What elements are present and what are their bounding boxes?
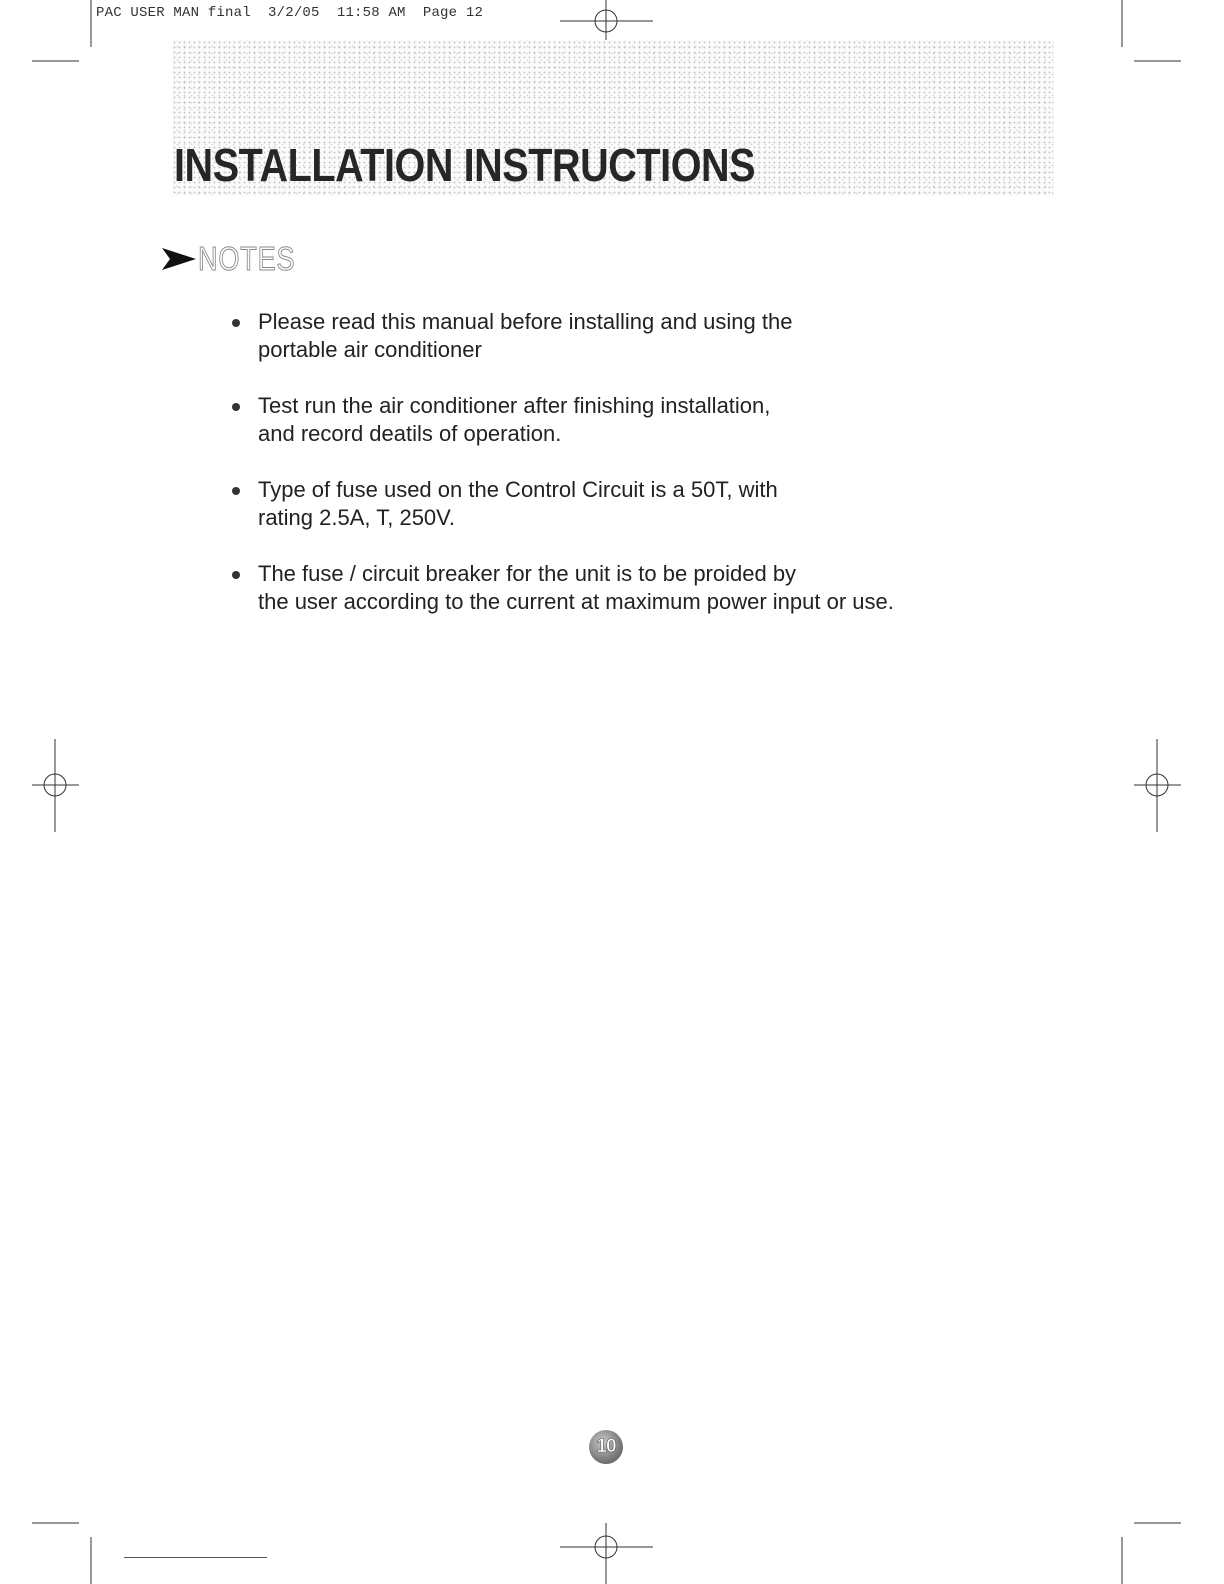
notes-title: NOTES <box>198 240 296 277</box>
note-line: Please read this manual before installing and using the <box>258 309 793 334</box>
print-slug: PAC USER MAN final 3/2/05 11:58 AM Page 12 <box>96 5 484 21</box>
arrow-right-icon <box>162 248 196 270</box>
note-line: Test run the air conditioner after finishing installation, <box>258 393 771 418</box>
note-line: Type of fuse used on the Control Circuit is a 50T, with <box>258 477 778 502</box>
registration-mark-icon <box>1134 739 1181 832</box>
note-line: and record deatils of operation. <box>258 421 562 446</box>
note-item <box>228 560 1028 616</box>
bullet-icon <box>232 571 240 579</box>
registration-mark-icon <box>32 739 79 832</box>
note-item <box>228 476 1028 532</box>
bullet-icon <box>232 319 240 327</box>
note-item <box>228 392 1028 448</box>
note-line: The fuse / circuit breaker for the unit is to be proided by <box>258 561 797 586</box>
notes-list <box>228 308 1028 644</box>
footer-rule <box>124 1557 267 1558</box>
page-title: INSTALLATION INSTRUCTIONS <box>174 139 756 191</box>
registration-mark-icon <box>560 1523 653 1584</box>
note-line: portable air conditioner <box>258 337 482 362</box>
note-line: the user according to the current at maximum power input or use. <box>258 589 894 614</box>
notes-heading <box>162 240 317 278</box>
note-line: rating 2.5A, T, 250V. <box>258 505 455 530</box>
bullet-icon <box>232 403 240 411</box>
bullet-icon <box>232 487 240 495</box>
page-number: 10 <box>589 1430 623 1464</box>
note-item <box>228 308 1028 364</box>
